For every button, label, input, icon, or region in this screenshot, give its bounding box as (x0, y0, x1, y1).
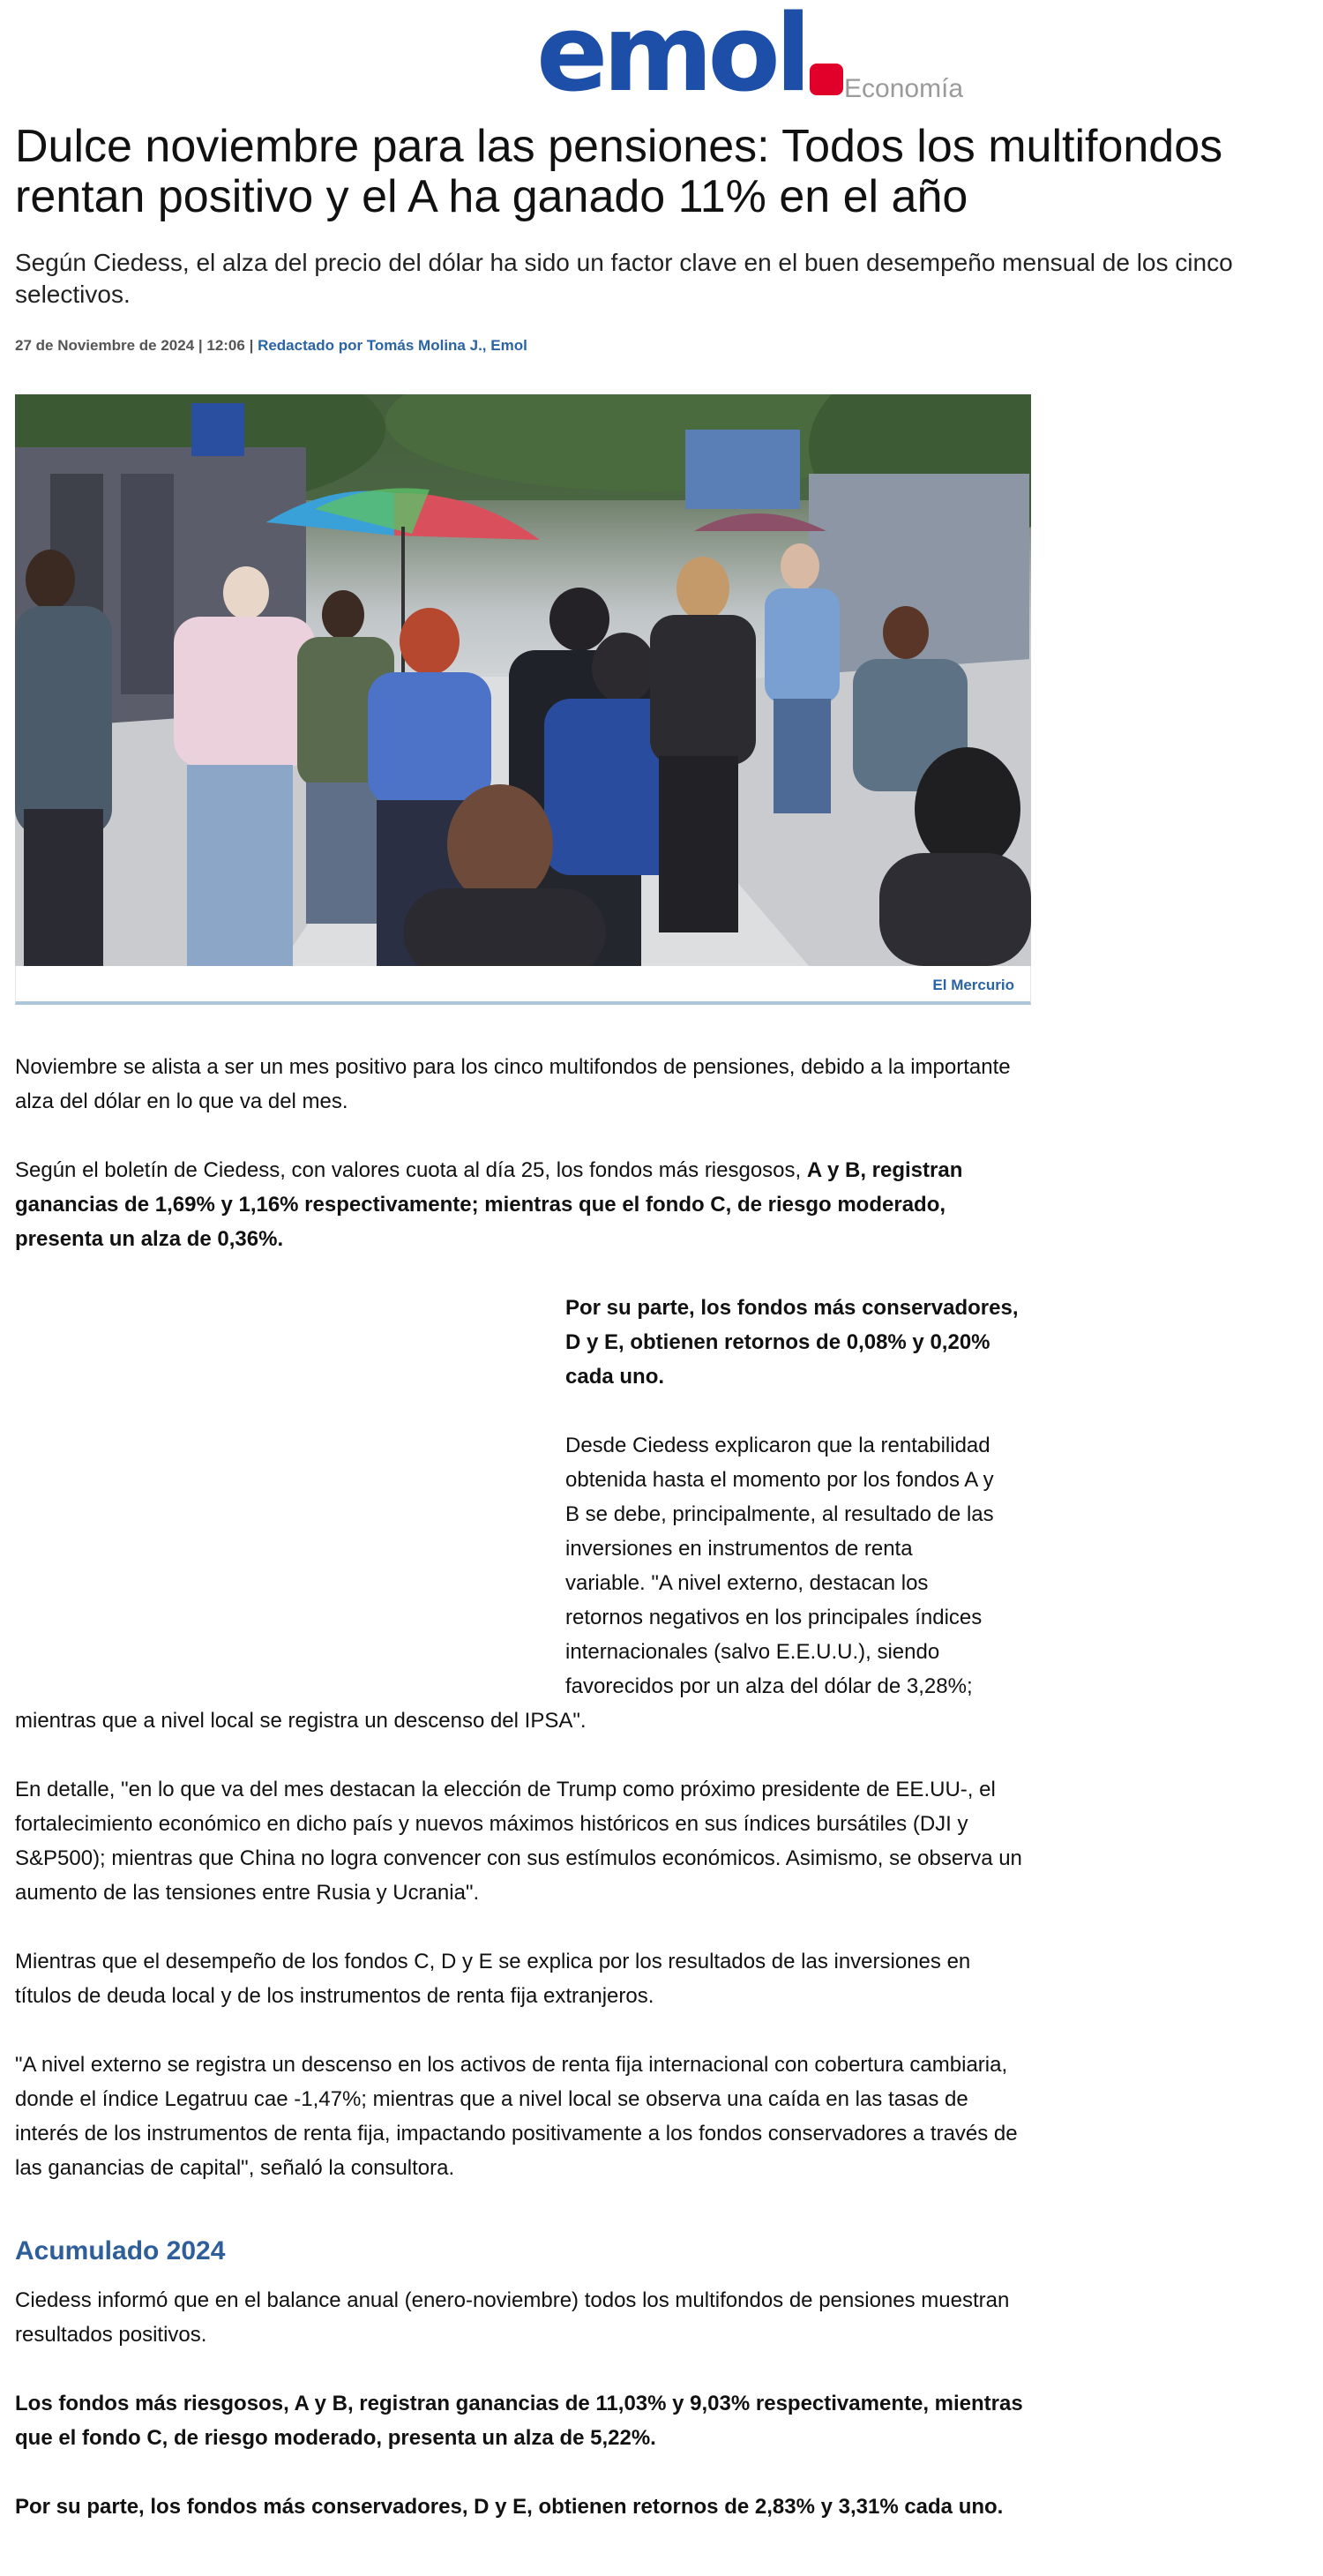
paragraph-3: Por su parte, los fondos más conservadores, D y E, obtienen retornos de 0,08% y 0,20% cada uno. (565, 1296, 1019, 1389)
paragraph-4-end: mientras que a nivel local se registra un descenso del IPSA". (15, 1709, 587, 1733)
paragraph-7: "A nivel externo se registra un descenso en los activos de renta fija internacional con cobertura cambiaria, donde el índice Legatruu cae -1,47%; mientras que a nivel local se observa una caída en las tasas de interés de los instrumentos de renta fija, impactando positivamente a los fondos conservadores a través de las ganancias de capital", señaló la consultora. (15, 2053, 1018, 2180)
paragraph-2-lead: Según el boletín de Ciedess, con valores cuota al día 25, los fondos más riesgosos, (15, 1158, 807, 1182)
paragraph-8: Ciedess informó que en el balance anual (enero-noviembre) todos los multifondos de pensiones muestran resultados positivos. (15, 2288, 1010, 2347)
article-subtitle: Según Ciedess, el alza del precio del dólar ha sido un factor clave en el buen desempeño mensual de los cinco selectivos. (15, 249, 1233, 308)
paragraph-4-line: inversiones en instrumentos de renta (565, 1537, 913, 1561)
logo-wordmark: emol (536, 0, 806, 116)
photo-credit: El Mercurio (932, 977, 1014, 993)
paragraph-4-line: Desde Ciedess explicaron que la rentabilidad (565, 1434, 990, 1457)
byline (15, 337, 527, 355)
paragraph-5: En detalle, "en lo que va del mes destacan la elección de Trump como próximo presidente de EE.UU-, el fortalecimiento económico en dicho país y nuevos máximos históricos en sus índices bursátiles (DJI y S&P500); mientras que China no logra convencer con sus estímulos económicos. Asimismo, se observa un aumento de las tensiones entre Rusia y Ucrania". (15, 1778, 1022, 1905)
photo-caption-bar (15, 966, 1031, 1005)
article-title: Dulce noviembre para las pensiones: Todos los multifondos rentan positivo y el A ha ganado 11% en el año (15, 121, 1223, 222)
paragraph-10: Por su parte, los fondos más conservadores, D y E, obtienen retornos de 2,83% y 3,31% cada uno. (15, 2495, 1004, 2519)
paragraph-2-bold: A y B, registran ganancias de 1,69% y 1,16% respectivamente; mientras que el fondo C, de riesgo moderado, presenta un alza de 0,36%. (15, 1158, 963, 1251)
logo-red-dot-icon (810, 64, 843, 95)
paragraph-4-float (565, 1428, 1031, 1704)
masthead (0, 0, 1323, 115)
street-crowd-illustration (15, 394, 1031, 966)
paragraph-2 (15, 1153, 1031, 1256)
article-photo[interactable] (15, 394, 1031, 966)
paragraph-4-line: obtenida hasta el momento por los fondos A y (565, 1468, 994, 1492)
paragraph-4-line: internacionales (salvo E.E.U.U.), siendo (565, 1640, 940, 1664)
section-label[interactable]: Economía (844, 74, 964, 103)
publish-date: 27 de Noviembre de 2024 | 12:06 | (15, 337, 254, 354)
paragraph-6: Mientras que el desempeño de los fondos C, D y E se explica por los resultados de las inversiones en títulos de deuda local y de los instrumentos de renta fija extranjeros. (15, 1950, 971, 2008)
paragraph-1: Noviembre se alista a ser un mes positivo para los cinco multifondos de pensiones, debido a la importante alza del dólar en lo que va del mes. (15, 1055, 1011, 1113)
author-link[interactable]: Redactado por Tomás Molina J., Emol (258, 337, 527, 354)
section-heading: Acumulado 2024 (15, 2236, 226, 2265)
paragraph-9: Los fondos más riesgosos, A y B, registran ganancias de 11,03% y 9,03% respectivamente, mientras que el fondo C, de riesgo moderado, presenta un alza de 5,22%. (15, 2392, 1023, 2450)
emol-logo[interactable] (536, 0, 843, 116)
paragraph-4-line: B se debe, principalmente, al resultado de las (565, 1502, 994, 1526)
paragraph-4-line: variable. "A nivel externo, destacan los (565, 1571, 929, 1595)
paragraph-4-line: retornos negativos en los principales índices (565, 1606, 983, 1629)
paragraph-4-line: favorecidos por un alza del dólar de 3,28%; (565, 1674, 973, 1698)
article-photo-figure (15, 394, 1031, 1005)
